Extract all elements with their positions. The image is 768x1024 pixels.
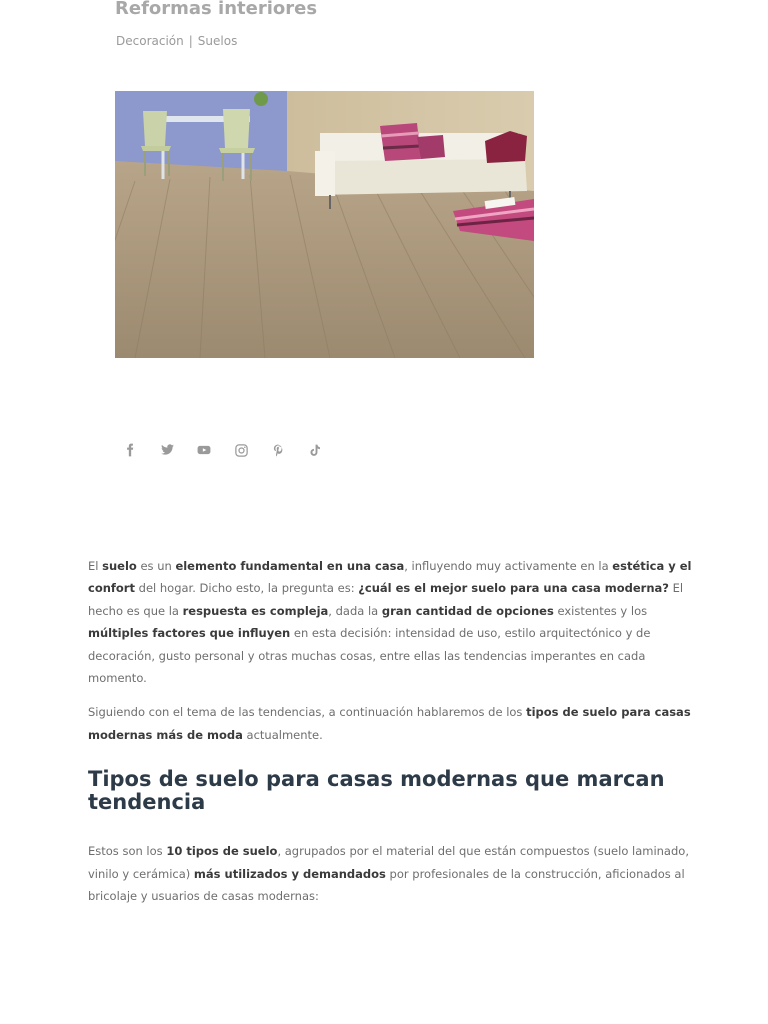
youtube-icon — [196, 443, 212, 457]
youtube-link[interactable] — [194, 440, 214, 460]
instagram-link[interactable] — [231, 440, 251, 460]
emphasis-text: gran cantidad de opciones — [381, 603, 554, 618]
section-heading: Tipos de suelo para casas modernas que marcan tendencia — [88, 767, 665, 815]
trends-paragraph — [88, 701, 694, 746]
post-title: Reformas interiores — [115, 0, 318, 19]
types-paragraph — [88, 840, 694, 907]
emphasis-text: ¿cuál es el mejor suelo para una casa moderna? — [358, 581, 669, 596]
post-categories — [116, 34, 237, 48]
body-text: Siguiendo con el tema de las tendencias, a continuación hablaremos de los — [88, 705, 527, 720]
body-text: en esta decisión: intensidad de uso, estilo arquitectónico y de decoración, gusto personal y otras muchas cosas, entre ellas las tendencias imperantes en cada momento. — [88, 626, 651, 686]
tiktok-link[interactable] — [305, 440, 325, 460]
category-link-decoracion[interactable]: Decoración — [116, 34, 184, 48]
body-text: El hecho es que la — [88, 581, 684, 618]
category-separator: | — [188, 34, 193, 48]
living-room-floor-illustration — [115, 91, 534, 358]
emphasis-text: suelo — [102, 559, 137, 573]
article-body — [88, 555, 694, 919]
facebook-icon — [123, 443, 137, 457]
facebook-link[interactable] — [120, 440, 140, 460]
body-text: , agrupados por el material del que están compuestos (suelo laminado, vinilo y cerámica) — [88, 844, 689, 881]
pinterest-icon — [272, 443, 285, 458]
body-text: , influyendo muy activamente en la — [404, 559, 613, 573]
body-text: El — [88, 559, 103, 573]
body-text: actualmente. — [242, 727, 323, 742]
emphasis-text: tipos de suelo para casas modernas más de moda — [88, 705, 691, 742]
emphasis-text: más utilizados y demandados — [193, 866, 386, 881]
body-text: del hogar. Dicho esto, la pregunta es: — [134, 581, 359, 596]
body-text: es un — [136, 559, 176, 573]
emphasis-text: múltiples factores que influyen — [88, 626, 291, 641]
instagram-icon — [234, 443, 249, 458]
intro-paragraph — [88, 555, 694, 689]
twitter-icon — [160, 443, 175, 457]
featured-image — [115, 91, 534, 358]
category-link-suelos[interactable]: Suelos — [197, 34, 238, 48]
emphasis-text: respuesta es compleja — [182, 603, 329, 618]
pinterest-link[interactable] — [268, 440, 288, 460]
body-text: , dada la — [328, 603, 382, 618]
tiktok-icon — [308, 443, 322, 458]
twitter-link[interactable] — [157, 440, 177, 460]
body-text: por profesionales de la construcción, aficionados al bricolaje y usuarios de casas modernas: — [88, 866, 685, 904]
emphasis-text: elemento fundamental en una casa — [175, 559, 405, 573]
emphasis-text: 10 tipos de suelo — [166, 844, 278, 859]
social-links — [120, 440, 325, 460]
body-text: existentes y los — [553, 603, 648, 618]
emphasis-text: estética y el confort — [88, 559, 692, 596]
body-text: Estos son los — [88, 844, 167, 859]
